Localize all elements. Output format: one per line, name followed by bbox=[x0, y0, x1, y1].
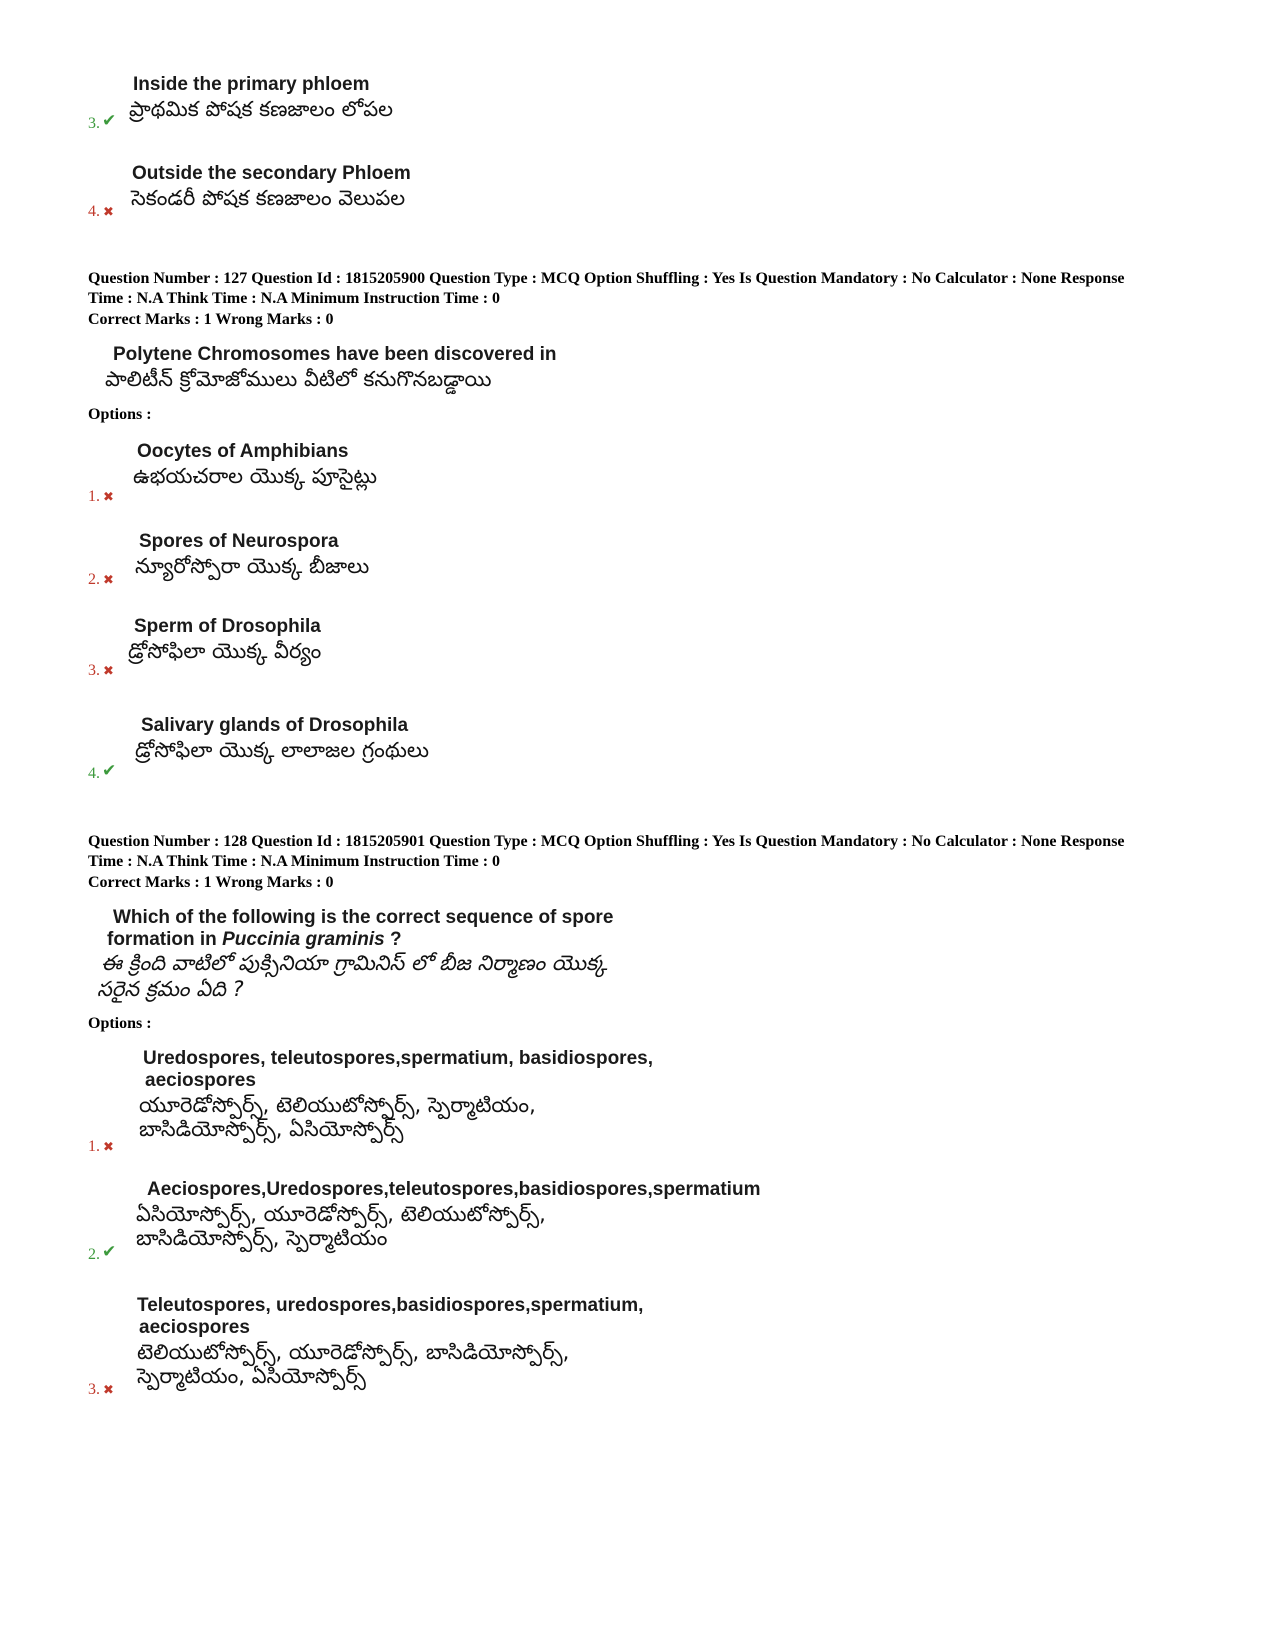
question-text-te: ఈ క్రింది వాటిలో పుక్సినియా గ్రామినిస్ లో బీజ నిర్మాణం యొక్క bbox=[101, 951, 608, 975]
option-text-te: స్పెర్మాటియం, ఏసియోస్పోర్స్ bbox=[137, 1364, 366, 1388]
option-number: 3. bbox=[88, 115, 100, 132]
wrong-cross-icon: ✖ bbox=[103, 205, 114, 220]
option-text-te: యూరెడోస్పోర్స్, టెలియుటోస్పోర్స్, స్పెర్మాటియం, bbox=[139, 1093, 536, 1117]
question-text-part: ? bbox=[384, 929, 402, 950]
question-meta-line: Question Number : 128 Question Id : 1815205901 Question Type : MCQ Option Shuffling : Yes Is Question Mandatory : No Calculator : None Response bbox=[88, 833, 1125, 850]
option-text-te: ప్రాథమిక పోషక కణజాలం లోపల bbox=[129, 97, 394, 121]
wrong-cross-icon: ✖ bbox=[103, 664, 114, 679]
question-meta-line: Time : N.A Think Time : N.A Minimum Instruction Time : 0 bbox=[88, 853, 501, 870]
option-text-en: Salivary glands of Drosophila bbox=[141, 715, 409, 736]
question-meta-line: Question Number : 127 Question Id : 1815205900 Question Type : MCQ Option Shuffling : Yes Is Question Mandatory : No Calculator : None Response bbox=[88, 270, 1125, 287]
marks-info: Correct Marks : 1 Wrong Marks : 0 bbox=[88, 311, 334, 328]
option-number: 4. bbox=[88, 203, 100, 220]
option-text-te: న్యూరోస్పోరా యొక్క బీజాలు bbox=[135, 554, 370, 578]
question-text-en bbox=[107, 929, 402, 951]
wrong-cross-icon: ✖ bbox=[103, 573, 114, 588]
option-text-te: సెకండరీ పోషక కణజాలం వెలుపల bbox=[131, 186, 406, 210]
option-text-te: ఉభయచరాల యొక్క పూసైట్లు bbox=[133, 464, 377, 488]
options-label: Options : bbox=[88, 406, 152, 423]
option-number: 2. bbox=[88, 1246, 100, 1263]
species-name: Puccinia graminis bbox=[222, 929, 385, 950]
option-text-en: Uredospores, teleutospores,spermatium, basidiospores, bbox=[143, 1048, 653, 1069]
correct-check-icon: ✔ bbox=[102, 111, 117, 131]
option-text-te: డ్రోసోఫిలా యొక్క లాలాజల గ్రంథులు bbox=[135, 738, 430, 762]
option-number: 4. bbox=[88, 765, 100, 782]
option-text-en: Inside the primary phloem bbox=[133, 74, 370, 95]
marks-info: Correct Marks : 1 Wrong Marks : 0 bbox=[88, 874, 334, 891]
question-meta bbox=[88, 269, 1198, 309]
question-text-te: సరైన క్రమం ఏది ? bbox=[97, 977, 244, 1001]
option-text-en: Outside the secondary Phloem bbox=[132, 163, 411, 184]
option-text-en: Sperm of Drosophila bbox=[134, 616, 321, 637]
option-text-en: Teleutospores, uredospores,basidiospores,spermatium, bbox=[137, 1295, 644, 1316]
option-number: 1. bbox=[88, 488, 100, 505]
correct-check-icon: ✔ bbox=[102, 1242, 117, 1262]
question-meta bbox=[88, 832, 1198, 872]
option-text-en: aeciospores bbox=[139, 1317, 250, 1338]
wrong-cross-icon: ✖ bbox=[103, 1140, 114, 1155]
option-text-te: టెలియుటోస్పోర్స్, యూరెడోస్పోర్స్, బాసిడియోస్పోర్స్, bbox=[137, 1340, 570, 1364]
option-number: 1. bbox=[88, 1138, 100, 1155]
question-text-en: Which of the following is the correct sequence of spore bbox=[113, 907, 614, 928]
option-number: 3. bbox=[88, 662, 100, 679]
question-text-en: Polytene Chromosomes have been discovered in bbox=[113, 344, 557, 365]
question-text-part: formation in bbox=[107, 929, 223, 950]
question-text-te: పాలిటీన్ క్రోమోజోములు వీటిలో కనుగొనబడ్డాయి bbox=[105, 367, 492, 391]
option-number: 3. bbox=[88, 1381, 100, 1398]
wrong-cross-icon: ✖ bbox=[103, 1383, 114, 1398]
option-text-en: Aeciospores,Uredospores,teleutospores,basidiospores,spermatium bbox=[147, 1179, 761, 1200]
option-text-en: Oocytes of Amphibians bbox=[137, 441, 349, 462]
option-text-te: బాసిడియోస్పోర్స్, స్పెర్మాటియం bbox=[136, 1226, 388, 1250]
wrong-cross-icon: ✖ bbox=[103, 490, 114, 505]
option-text-en: Spores of Neurospora bbox=[139, 531, 339, 552]
option-text-te: బాసిడియోస్పోర్స్, ఏసియోస్పోర్స్ bbox=[139, 1117, 404, 1141]
correct-check-icon: ✔ bbox=[102, 761, 117, 781]
option-text-te: డ్రోసోఫిలా యొక్క వీర్యం bbox=[128, 639, 322, 663]
option-text-te: ఏసియోస్పోర్స్, యూరెడోస్పోర్స్, టెలియుటోస్పోర్స్, bbox=[136, 1202, 546, 1226]
options-label: Options : bbox=[88, 1015, 152, 1032]
option-text-en: aeciospores bbox=[145, 1070, 256, 1091]
option-number: 2. bbox=[88, 571, 100, 588]
question-meta-line: Time : N.A Think Time : N.A Minimum Instruction Time : 0 bbox=[88, 290, 501, 307]
